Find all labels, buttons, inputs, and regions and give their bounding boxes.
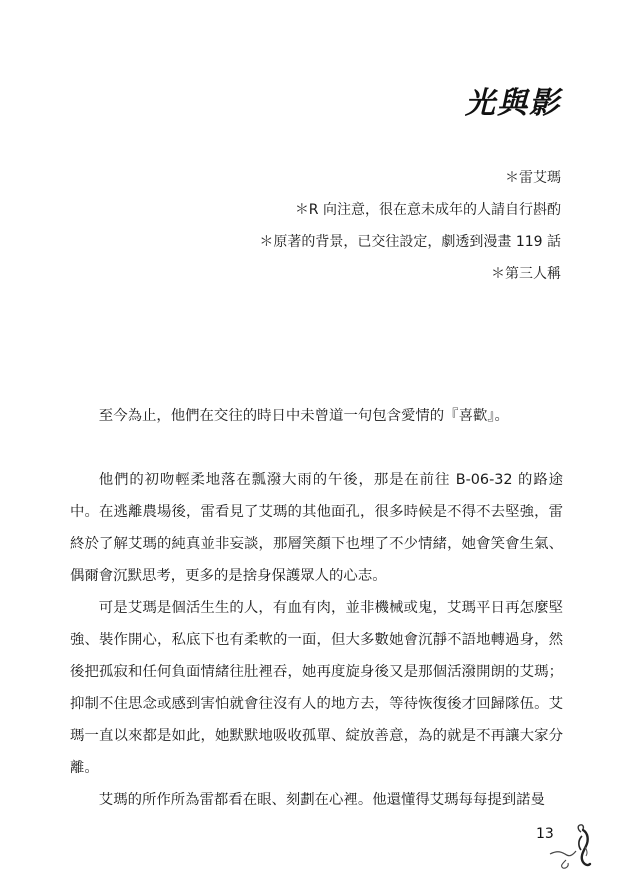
paragraph: 可是艾瑪是個活生生的人，有血有肉，並非機械或鬼，艾瑪平日再怎麼堅強、裝作開心，私底下也有柔軟的一面，但大多數她會沉靜不語地轉過身，然後把孤寂和任何負面情緒往肚裡吞，她再度旋身後又是那個活潑開朗的艾瑪；抑制不住思念或感到害怕就會往沒有人的地方去，等待恢復後才回歸隊伍。艾瑪一直以來都是如此，她默默地吸收孤單、綻放善意，為的就是不再讓大家分離。 [70,600,563,776]
paragraph: 艾瑪的所作所為雷都看在眼、刻劃在心裡。他還懂得艾瑪每每提到諾曼 [98,792,545,808]
paragraph: 他們的初吻輕柔地落在瓢潑大雨的午後，那是在前往 B-06-32 的路途中。在逃離農場後，雷看見了艾瑪的其他面孔，很多時候是不得不去堅強，雷終於了解艾瑪的純真並非妄談，那層笑顏下也埋了不少情緒，她會笑會生氣、偶爾會沉默思考，更多的是捨身保護眾人的心志。 [70,472,563,584]
note-spoiler-warning: ＊原著的背景，已交往設定，劇透到漫畫 119 話 [259,234,561,250]
note-rating-warning: ＊R 向注意，很在意未成年的人請自行斟酌 [294,202,561,218]
note-character: ＊雷艾瑪 [505,170,561,186]
story-body [70,400,563,816]
curly-creature-ornament-icon [548,820,594,870]
note-point-of-view: ＊第三人稱 [491,266,561,282]
paragraph: 至今為止，他們在交往的時日中未曾道一句包含愛情的『喜歡』。 [98,408,509,424]
page-number: 13 [536,826,554,842]
author-notes [141,168,561,296]
page-title: 光與影 [465,86,561,121]
